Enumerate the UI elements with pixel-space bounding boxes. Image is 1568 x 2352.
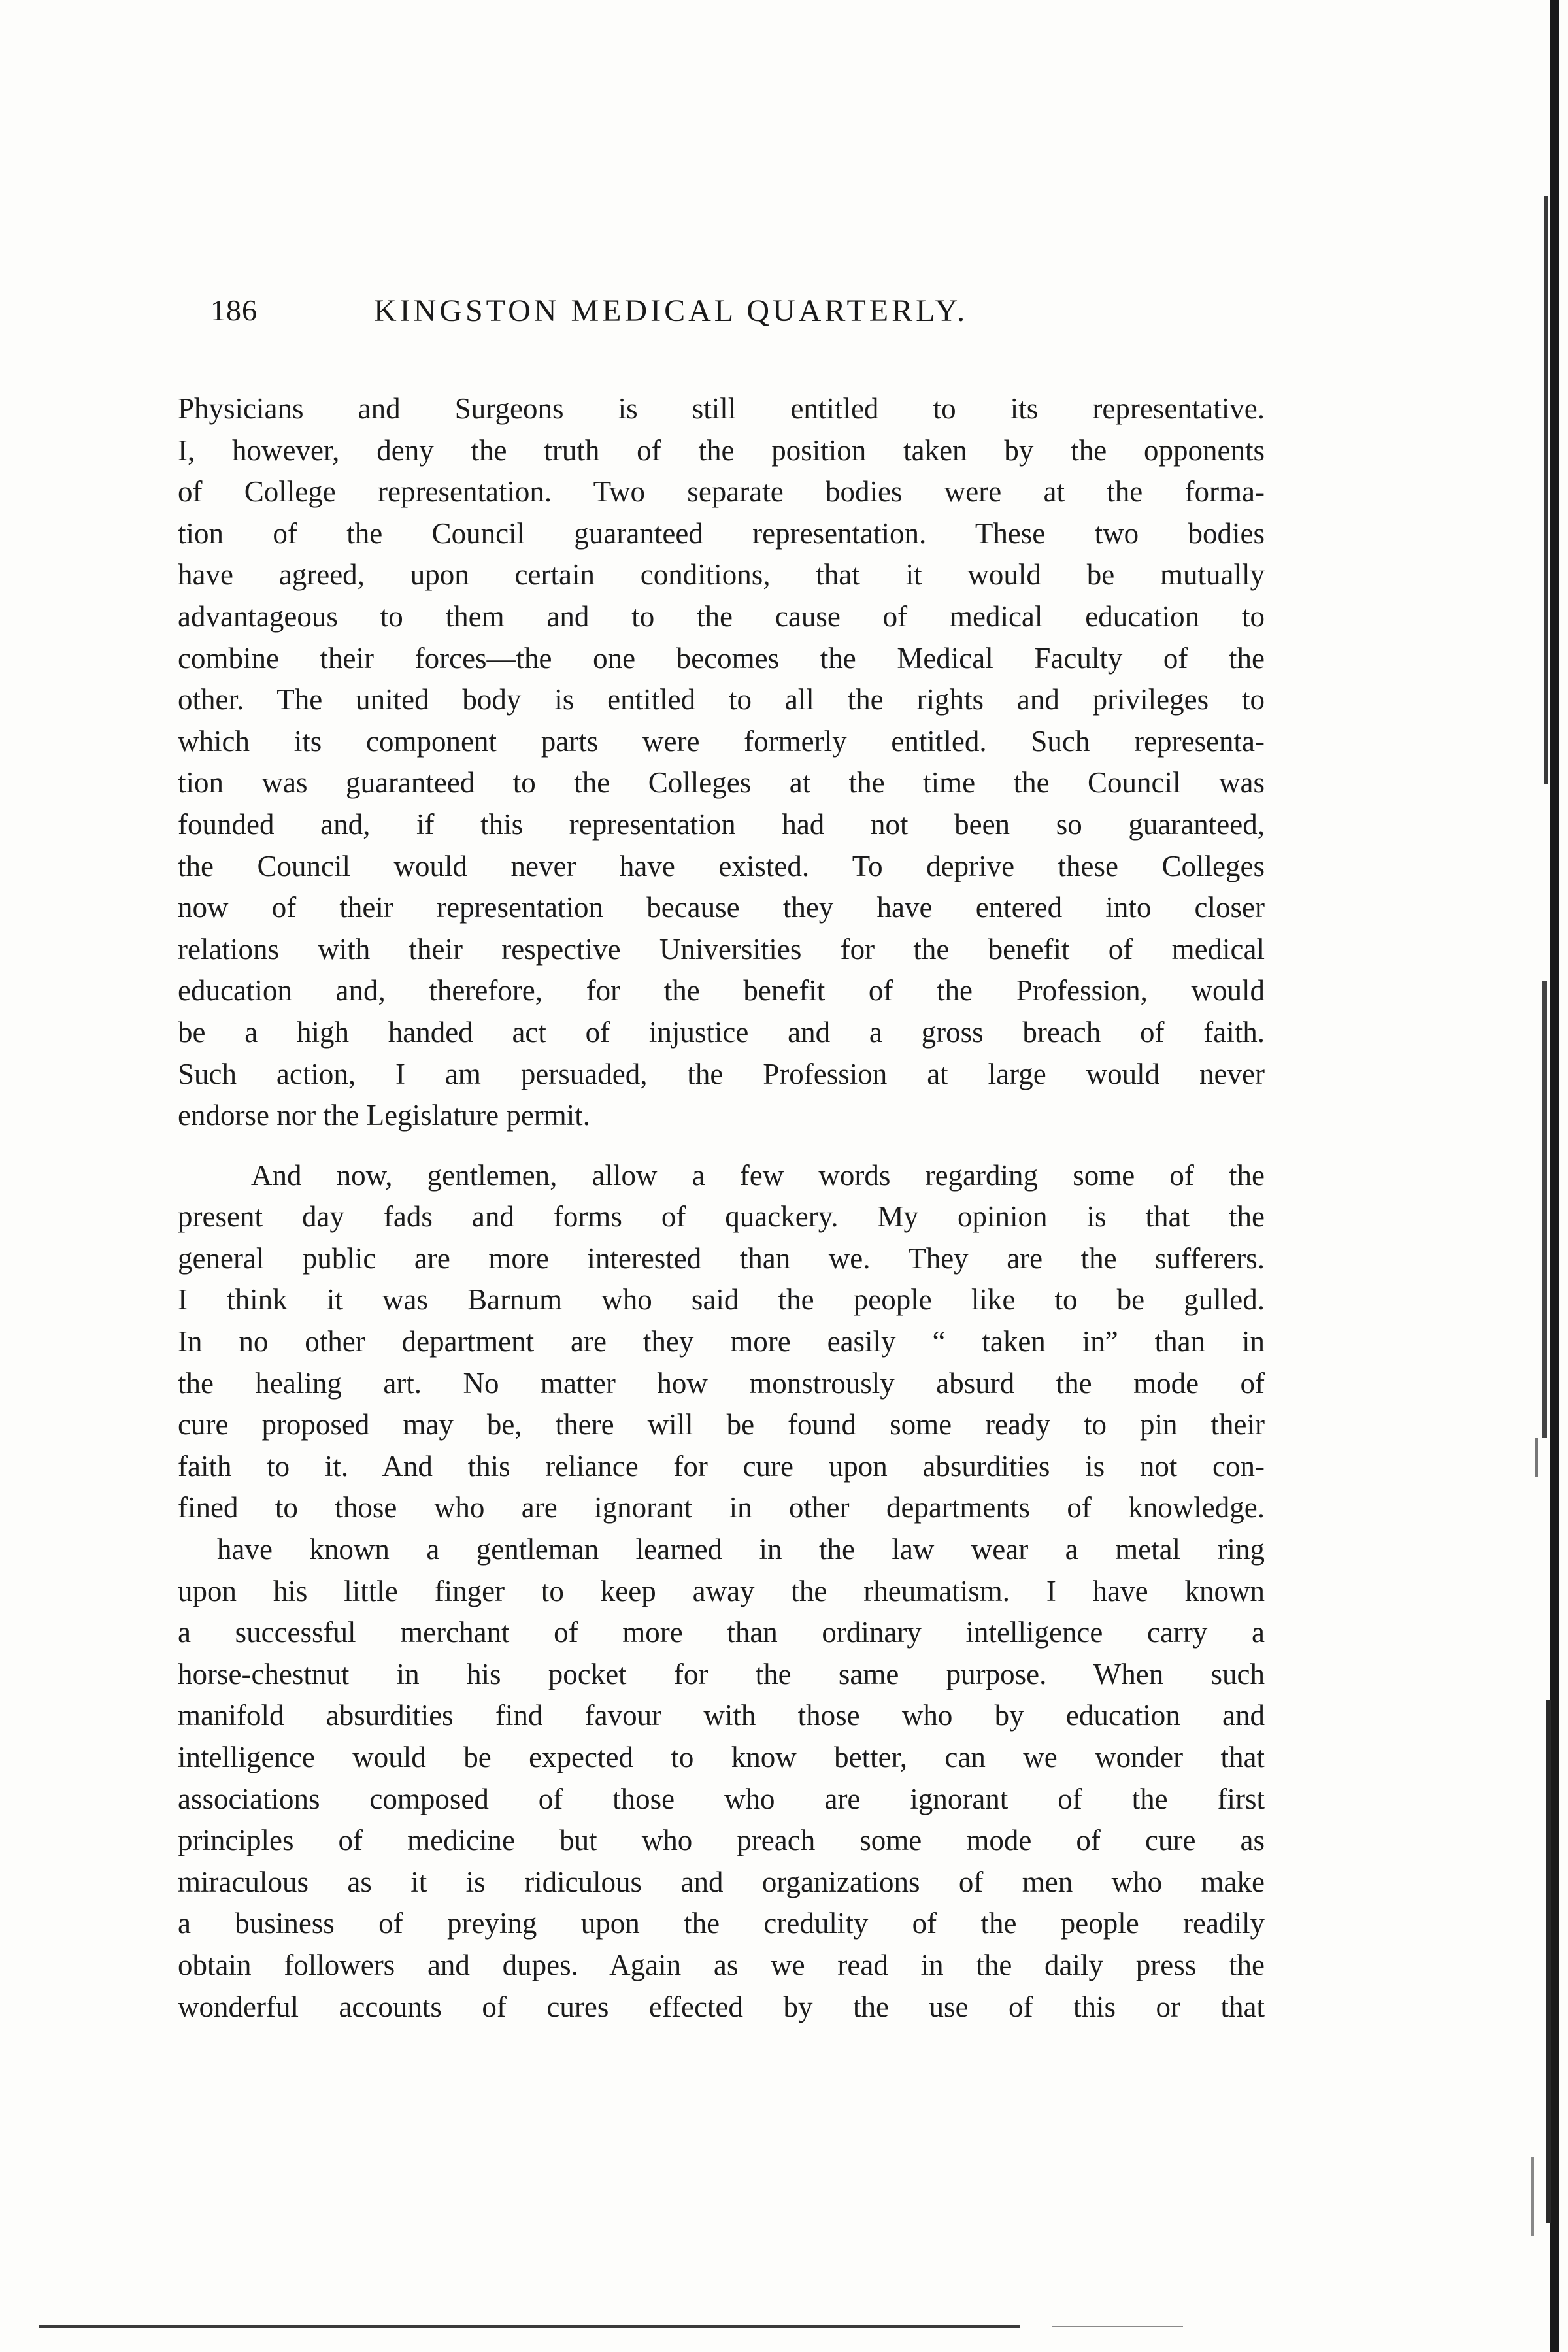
text-line: other. The united body is entitled to all the rights and privileges to: [178, 683, 1265, 716]
page-header: [210, 293, 1322, 339]
text-line: horse-chestnut in his pocket for the same purpose. When such: [178, 1657, 1265, 1690]
page-number: 186: [210, 294, 258, 327]
text-line: manifold absurdities find favour with those who by education and: [178, 1699, 1265, 1732]
text-line: present day fads and forms of quackery. My opinion is that the: [178, 1200, 1265, 1234]
text-line: obtain followers and dupes. Again as we read in the daily press the: [178, 1948, 1265, 1981]
text-line: have agreed, upon certain conditions, that it would be mutually: [178, 558, 1265, 592]
text-line: wonderful accounts of cures effected by the use of this or that: [178, 1990, 1265, 2023]
text-line: tion was guaranteed to the Colleges at the time the Council was: [178, 766, 1265, 799]
text-line: cure proposed may be, there will be found some ready to pin their: [178, 1408, 1265, 1441]
text-line: general public are more interested than we. They are the sufferers.: [178, 1241, 1265, 1275]
text-line: of College representation. Two separate bodies were at the forma-: [178, 475, 1265, 509]
text-line: principles of medicine but who preach some mode of cure as: [178, 1824, 1265, 1857]
text-line: I, however, deny the truth of the position taken by the opponents: [178, 433, 1265, 467]
text-line: have known a gentleman learned in the law wear a metal ring: [217, 1533, 1265, 1566]
text-line: And now, gentlemen, allow a few words regarding some of the: [251, 1158, 1265, 1192]
body-text: [178, 388, 1265, 2028]
text-line: Physicians and Surgeons is still entitled to its representative.: [178, 392, 1265, 425]
text-line: founded and, if this representation had not been so guaranteed,: [178, 807, 1265, 841]
paragraph-2: [178, 1155, 1265, 2028]
paragraph-1: [178, 388, 1265, 1137]
text-line: the healing art. No matter how monstrously absurd the mode of: [178, 1366, 1265, 1400]
text-line: faith to it. And this reliance for cure upon absurdities is not con-: [178, 1449, 1265, 1483]
text-line: which its component parts were formerly entitled. Such representa-: [178, 724, 1265, 758]
text-line: intelligence would be expected to know better, can we wonder that: [178, 1741, 1265, 1773]
text-line: Such action, I am persuaded, the Profession at large would never: [178, 1057, 1265, 1090]
text-line: a business of preying upon the credulity of the people readily: [178, 1907, 1265, 1940]
text-line: tion of the Council guaranteed representation. These two bodies: [178, 516, 1265, 550]
text-line: associations composed of those who are ignorant of the first: [178, 1782, 1265, 1815]
paragraph-gap: [178, 1137, 1265, 1155]
text-line: upon his little finger to keep away the rheumatism. I have known: [178, 1574, 1265, 1607]
text-line: education and, therefore, for the benefit of the Profession, would: [178, 974, 1265, 1007]
text-line: I think it was Barnum who said the people like to be gulled.: [178, 1283, 1265, 1317]
text-line: now of their representation because they have entered into closer: [178, 891, 1265, 924]
running-title: KINGSTON MEDICAL QUARTERLY.: [374, 294, 969, 328]
text-line: fined to those who are ignorant in other departments of knowledge.: [178, 1491, 1265, 1524]
text-line: endorse nor the Legislature permit.: [178, 1099, 591, 1132]
text-line: the Council would never have existed. To deprive these Colleges: [178, 849, 1265, 882]
text-line: advantageous to them and to the cause of medical education to: [178, 599, 1265, 633]
text-line: combine their forces—the one becomes the Medical Faculty of the: [178, 641, 1265, 675]
text-line: In no other department are they more easily “ taken in” than in: [178, 1325, 1265, 1358]
binding-edge-shadow: [1516, 0, 1568, 2352]
text-line: a successful merchant of more than ordinary intelligence carry a: [178, 1616, 1265, 1649]
text-line: relations with their respective Universities for the benefit of medical: [178, 932, 1265, 966]
bottom-scan-edge: [39, 2324, 1529, 2329]
text-line: be a high handed act of injustice and a gross breach of faith.: [178, 1015, 1265, 1049]
text-line: miraculous as it is ridiculous and organizations of men who make: [178, 1865, 1265, 1898]
